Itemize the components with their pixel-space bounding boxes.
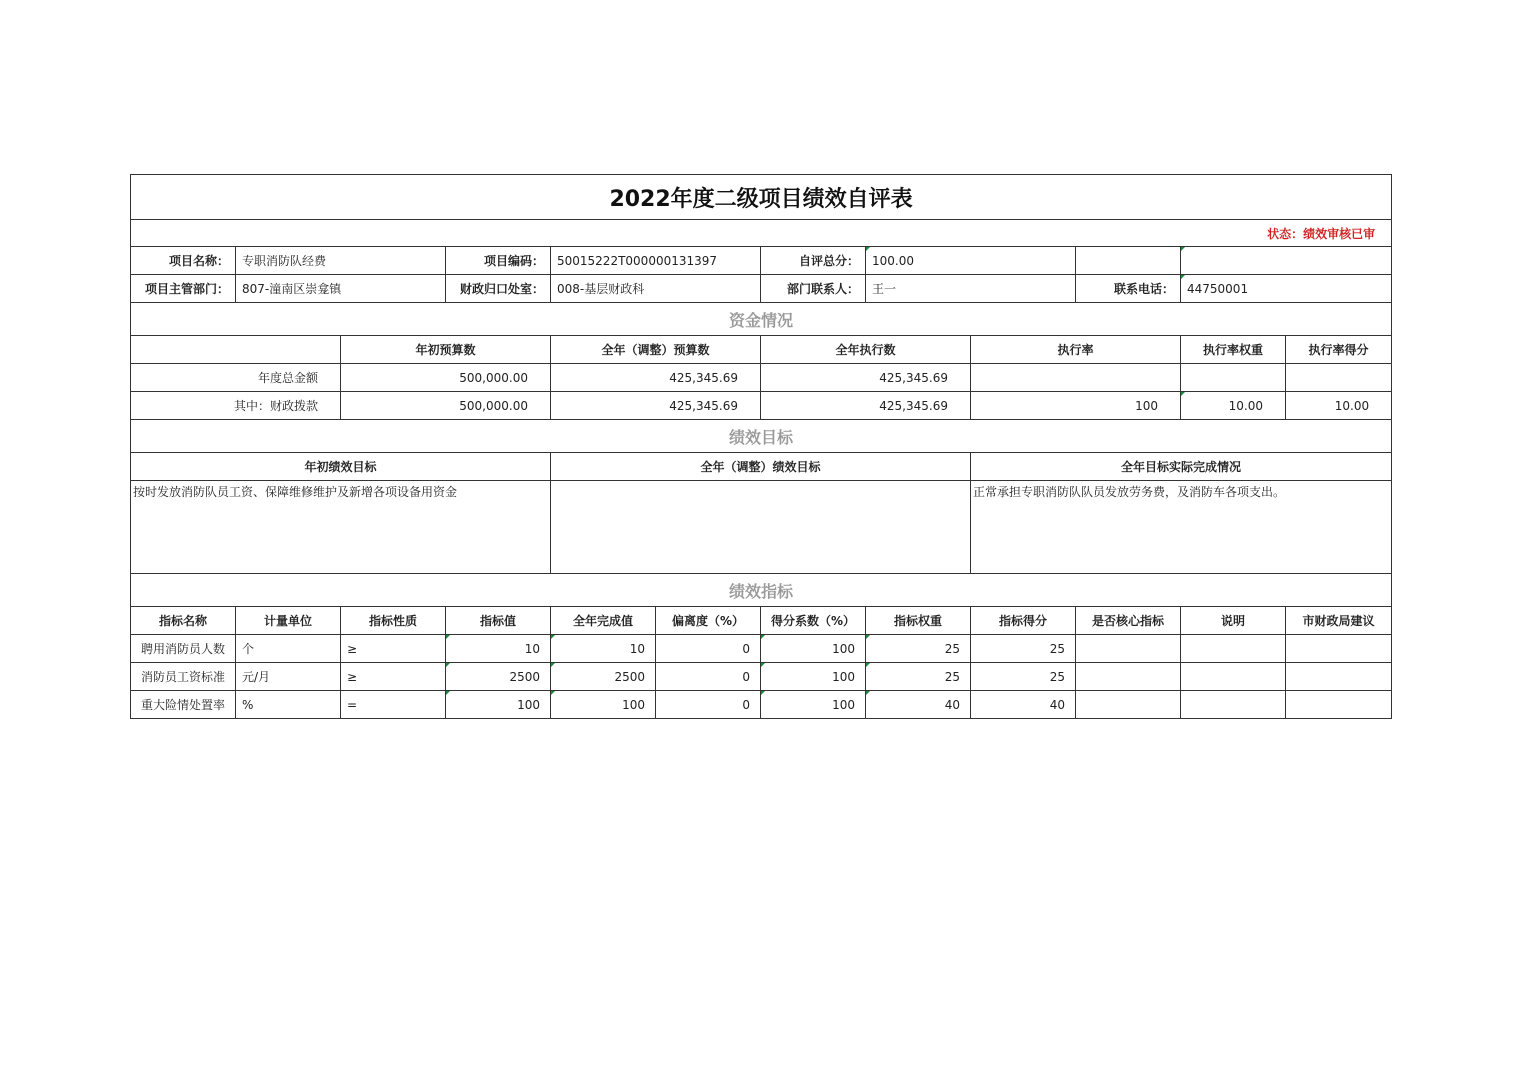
indicator-coef: 100 [761,635,866,663]
funding-adjusted: 425,345.69 [551,392,761,420]
empty-cell [1181,247,1392,275]
funding-header-blank [131,336,341,364]
indicator-header: 指标权重 [866,607,971,635]
funding-rate [971,364,1181,392]
funding-header: 执行率得分 [1286,336,1392,364]
indicator-score: 40 [971,691,1076,719]
indicator-score: 25 [971,663,1076,691]
indicator-deviation: 0 [656,663,761,691]
page-title: 2022年度二级项目绩效自评表 [131,175,1392,220]
funding-executed: 425,345.69 [761,364,971,392]
funding-header: 年初预算数 [341,336,551,364]
indicator-actual: 100 [551,691,656,719]
indicator-header: 指标性质 [341,607,446,635]
goals-header: 年初绩效目标 [131,453,551,481]
funding-weight [1181,364,1286,392]
indicator-deviation: 0 [656,635,761,663]
goal-initial: 按时发放消防队员工资、保障维修维护及新增各项设备用资金 [131,481,551,574]
indicator-actual: 2500 [551,663,656,691]
indicator-target: 100 [446,691,551,719]
indicator-nature: = [341,691,446,719]
funding-header: 执行率 [971,336,1181,364]
project-code-label: 项目编码： [446,247,551,275]
indicator-header: 计量单位 [236,607,341,635]
indicator-note [1181,663,1286,691]
indicator-unit: 个 [236,635,341,663]
empty-cell [1076,247,1181,275]
funding-score [1286,364,1392,392]
contact-label: 部门联系人： [761,275,866,303]
funding-header: 执行率权重 [1181,336,1286,364]
indicator-name: 消防员工资标准 [131,663,236,691]
indicator-nature: ≥ [341,663,446,691]
indicator-core [1076,663,1181,691]
indicator-coef: 100 [761,691,866,719]
funding-header: 全年执行数 [761,336,971,364]
indicator-nature: ≥ [341,635,446,663]
table-row [131,392,1392,420]
indicator-weight: 25 [866,663,971,691]
section-indicators: 绩效指标 [131,574,1392,607]
table-row [131,663,1392,691]
indicator-header: 市财政局建议 [1286,607,1392,635]
self-score-label: 自评总分： [761,247,866,275]
funding-row-label: 其中：财政拨款 [131,392,341,420]
indicator-score: 25 [971,635,1076,663]
project-code-value: 50015222T000000131397 [551,247,761,275]
indicator-header: 指标得分 [971,607,1076,635]
section-funding: 资金情况 [131,303,1392,336]
project-name-label: 项目名称： [131,247,236,275]
indicator-actual: 10 [551,635,656,663]
indicator-header: 得分系数（%） [761,607,866,635]
funding-initial: 500,000.00 [341,364,551,392]
indicator-header: 指标值 [446,607,551,635]
performance-sheet [130,174,1391,719]
dept-value: 807-潼南区崇龛镇 [236,275,446,303]
indicator-header: 说明 [1181,607,1286,635]
indicator-deviation: 0 [656,691,761,719]
phone-label: 联系电话： [1076,275,1181,303]
table-row [131,691,1392,719]
finance-value: 008-基层财政科 [551,275,761,303]
self-score-value: 100.00 [866,247,1076,275]
indicator-advice [1286,663,1392,691]
goals-header: 全年（调整）绩效目标 [551,453,971,481]
indicator-target: 10 [446,635,551,663]
table-row [131,364,1392,392]
contact-value: 王一 [866,275,1076,303]
funding-adjusted: 425,345.69 [551,364,761,392]
phone-value: 44750001 [1181,275,1392,303]
indicator-header: 偏离度（%） [656,607,761,635]
funding-weight: 10.00 [1181,392,1286,420]
table-row [131,635,1392,663]
indicator-core [1076,635,1181,663]
funding-executed: 425,345.69 [761,392,971,420]
indicator-header: 是否核心指标 [1076,607,1181,635]
evaluation-table [130,174,1392,719]
funding-score: 10.00 [1286,392,1392,420]
indicator-target: 2500 [446,663,551,691]
funding-rate: 100 [971,392,1181,420]
indicator-advice [1286,691,1392,719]
goal-adjusted [551,481,971,574]
goal-actual: 正常承担专职消防队队员发放劳务费，及消防车各项支出。 [971,481,1392,574]
funding-initial: 500,000.00 [341,392,551,420]
indicator-note [1181,635,1286,663]
indicator-unit: 元/月 [236,663,341,691]
indicator-weight: 40 [866,691,971,719]
project-name-value: 专职消防队经费 [236,247,446,275]
goals-header: 全年目标实际完成情况 [971,453,1392,481]
indicator-name: 重大险情处置率 [131,691,236,719]
dept-label: 项目主管部门： [131,275,236,303]
indicator-coef: 100 [761,663,866,691]
indicator-header: 指标名称 [131,607,236,635]
indicator-unit: % [236,691,341,719]
funding-row-label: 年度总金额 [131,364,341,392]
finance-label: 财政归口处室： [446,275,551,303]
indicator-header: 全年完成值 [551,607,656,635]
indicator-weight: 25 [866,635,971,663]
indicator-core [1076,691,1181,719]
indicator-name: 聘用消防员人数 [131,635,236,663]
indicator-note [1181,691,1286,719]
section-goals: 绩效目标 [131,420,1392,453]
indicator-advice [1286,635,1392,663]
status-badge: 状态：绩效审核已审 [131,220,1392,247]
funding-header: 全年（调整）预算数 [551,336,761,364]
